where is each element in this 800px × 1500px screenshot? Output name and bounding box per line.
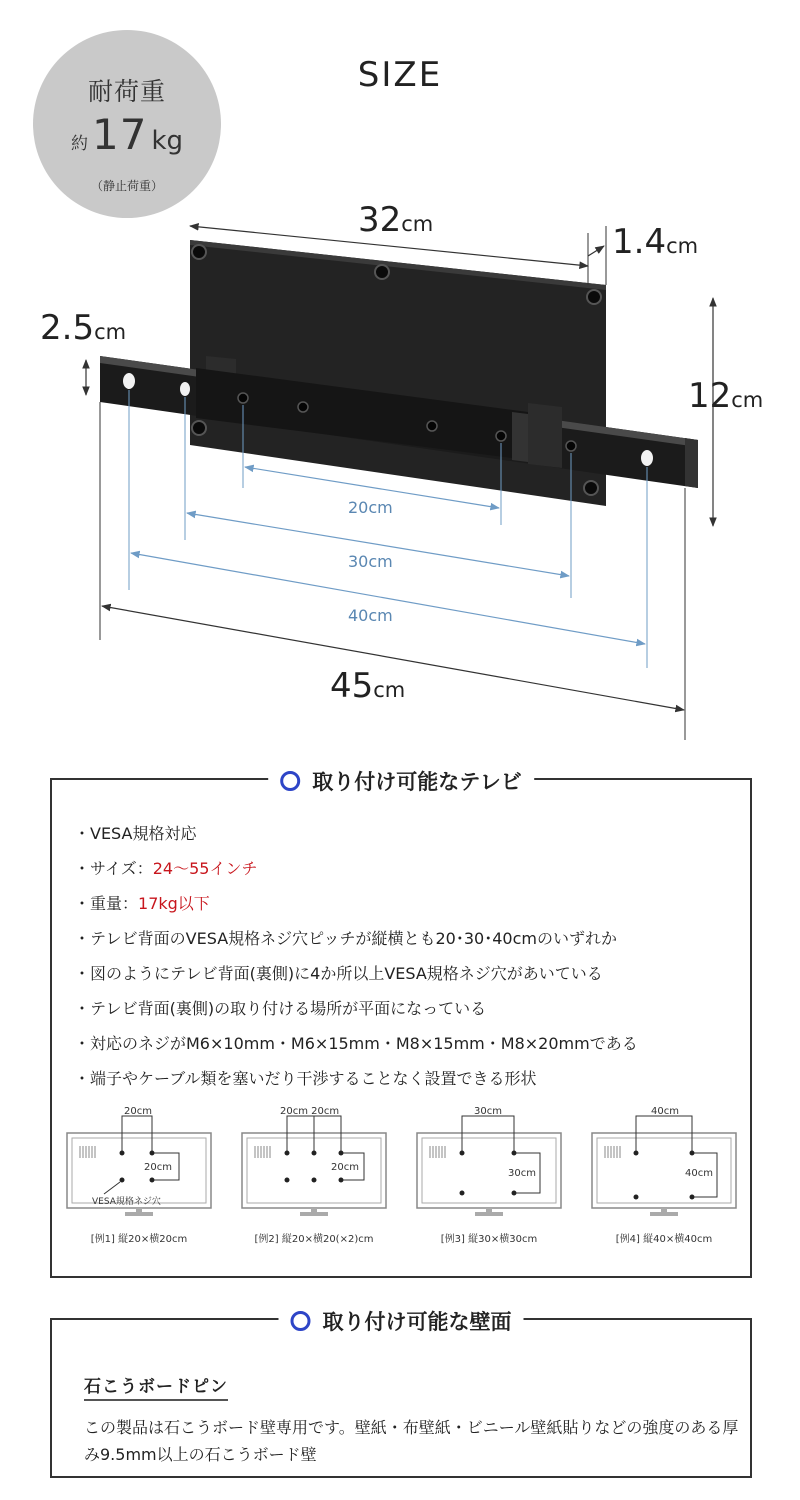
wall-type-title: 石こうボードピン: [84, 1372, 228, 1401]
tv-example-2: [239, 1100, 389, 1250]
spec-item: ・対応のネジがM6×10mm・M6×15mm・M8×15mm・M8×20mmである: [74, 1034, 638, 1053]
screw-hole: [375, 265, 389, 279]
circle-icon: [280, 771, 300, 791]
rail-hole: [641, 450, 653, 466]
rail-hole: [180, 382, 190, 396]
size-title: SIZE: [357, 55, 443, 95]
arm-hole: [427, 421, 437, 431]
dim-rail-height: 2.5cm: [40, 308, 127, 348]
hook-right: [528, 403, 562, 468]
arm-hole: [496, 431, 506, 441]
example-top-label: 30cm: [474, 1106, 502, 1117]
spec-item: ・テレビ背面のVESA規格ネジ穴ピッチが縦横とも20･30･40cmのいずれか: [74, 929, 617, 948]
spec-item: ・端子やケーブル類を塞いだり干渉することなく設置できる形状: [74, 1069, 537, 1088]
example-hole-label: VESA規格ネジ穴: [92, 1197, 161, 1207]
example-side-label: 20cm: [331, 1162, 359, 1173]
dim-width-total: 45cm: [330, 666, 406, 706]
spec-item: ・VESA規格対応: [74, 824, 197, 843]
badge-title: 耐荷重: [87, 77, 166, 106]
example-caption: [例3] 縦30×横30cm: [440, 1234, 538, 1245]
dim-pitch-40: 40cm: [348, 606, 393, 625]
badge-prefix: 約: [70, 134, 88, 154]
example-caption: [例2] 縦20×横20(×2)cm: [254, 1234, 374, 1245]
screw-hole: [192, 245, 206, 259]
example-side-label: 30cm: [508, 1168, 536, 1179]
badge-unit: kg: [151, 126, 183, 156]
rail-hole: [123, 373, 135, 389]
screw-hole: [587, 290, 601, 304]
wall-box-heading: 取り付け可能な壁面: [279, 1306, 524, 1336]
badge-note: （静止荷重）: [90, 179, 163, 193]
spec-item: ・サイズ：24〜55インチ: [74, 859, 258, 878]
example-side-label: 20cm: [144, 1162, 172, 1173]
dim-pitch-20: 20cm: [348, 498, 393, 517]
tv-example-1: [64, 1100, 214, 1250]
badge-number: 17: [91, 110, 148, 159]
spec-item: ・テレビ背面(裏側)の取り付ける場所が平面になっている: [74, 999, 487, 1018]
compatible-tv-box: [50, 770, 752, 1278]
compatible-wall-box: [50, 1310, 752, 1478]
spec-item: ・図のようにテレビ背面(裏側)に4か所以上VESA規格ネジ穴があいている: [74, 964, 603, 983]
tv-spec-list: [74, 816, 638, 1096]
example-top-label: 20cm: [124, 1106, 152, 1117]
example-caption: [例4] 縦40×横40cm: [615, 1234, 713, 1245]
arm-hole: [566, 441, 576, 451]
arm-hole: [298, 402, 308, 412]
example-top-label: 20cm 20cm: [280, 1106, 340, 1117]
circle-icon: [291, 1311, 311, 1331]
example-side-label: 40cm: [685, 1168, 713, 1179]
arm-hole: [238, 393, 248, 403]
dim-width-top: 32cm: [358, 200, 434, 240]
example-top-label: 40cm: [651, 1106, 679, 1117]
dim-pitch-30: 30cm: [348, 552, 393, 571]
screw-hole: [192, 421, 206, 435]
tv-box-heading: 取り付け可能なテレビ: [268, 766, 534, 796]
dim-height: 12cm: [688, 376, 764, 416]
spec-item: ・重量：17kg以下: [74, 894, 210, 913]
dim-thickness: 1.4cm: [612, 222, 699, 262]
tv-example-4: [589, 1100, 739, 1250]
wall-description: この製品は石こうボード壁専用です。壁紙・布壁紙・ビニール壁紙貼りなどの強度のある厚み9.5mm以上の石こうボード壁: [84, 1418, 739, 1464]
example-caption: [例1] 縦20×横20cm: [90, 1234, 188, 1245]
screw-hole: [584, 481, 598, 495]
tv-example-3: [414, 1100, 564, 1250]
